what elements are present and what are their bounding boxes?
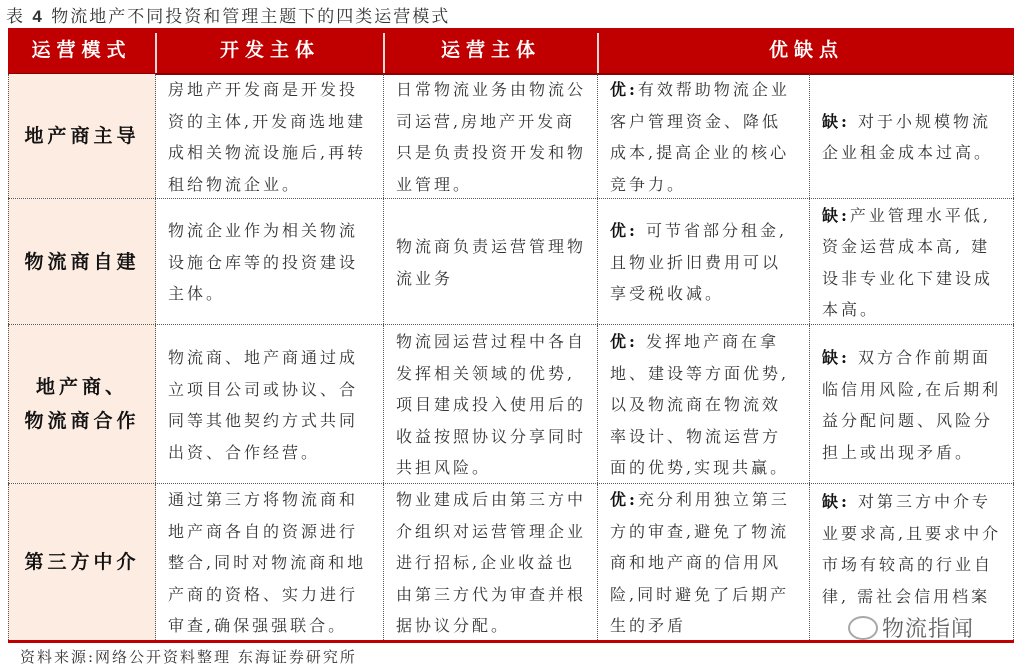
mode-cell: 第三方中介 [8, 484, 156, 640]
operator-cell [384, 484, 598, 640]
developer-cell [156, 74, 384, 198]
pros-cell [598, 74, 810, 198]
table-caption [6, 2, 450, 27]
cons-text: 对于小规模物流企业租金成本过高。 [822, 111, 994, 162]
developer-text: 物流企业作为相关物流设施仓库等的投资建设主体。 [168, 221, 359, 304]
cons-label: 缺: [822, 111, 850, 131]
operator-text: 物业建成后由第三方中介组织对运营管理企业进行招标,企业收益也由第三方代为审查并根据协议分配。 [396, 490, 587, 636]
header-pros-cons: 优缺点 [768, 39, 844, 61]
table-row [8, 199, 1014, 325]
mode-line-1: 地产商、 [35, 376, 128, 398]
pros-label: 优: [610, 80, 638, 99]
mode-cell [8, 325, 156, 483]
cons-text: 对第三方中介专业要求高,且要求中介市场有较高的行业自律, 需社会信用档案 [822, 492, 1002, 606]
operator-cell [384, 74, 598, 198]
operator-text: 物流商负责运营管理物流业务 [396, 237, 587, 288]
caption-number: 4 [32, 7, 44, 26]
pros-text: 充分利用独立第三方的审查,避免了物流商和地产商的信用风险,同时避免了后期产生的矛盾 [610, 490, 790, 636]
developer-text: 物流商、地产商通过成立项目公司或协议、合同等其他契约方式共同出资、合作经营。 [168, 348, 359, 462]
table-row [8, 325, 1014, 484]
cons-cell [810, 199, 1014, 324]
developer-cell [156, 199, 384, 324]
operation-modes-table [8, 28, 1014, 642]
pros-cell [598, 325, 810, 483]
developer-text: 通过第三方将物流商和地产商各自的资源进行整合,同时对物流商和地产商的资格、实力进行审查,确保强强联合。 [168, 490, 367, 636]
header-mode: 运营模式 [31, 39, 132, 61]
developer-cell [156, 484, 384, 640]
mode-cell: 物流商自建 [8, 199, 156, 324]
cons-label: 缺: [822, 492, 850, 511]
pros-label: 优: [610, 332, 638, 352]
mode-cell: 地产商主导 [8, 74, 156, 198]
developer-text: 房地产开发商是开发投资的主体,开发商选地建成相关物流设施后,再转租给物流企业。 [168, 80, 367, 194]
pros-text: 发挥地产商在拿地、建设等方面优势,以及物流商在物流效率设计、物流运营方面的优势,实现共赢。 [610, 332, 790, 478]
pros-label: 优: [610, 490, 638, 510]
watermark-text: 物流指闻 [882, 617, 975, 642]
operator-cell [384, 325, 598, 483]
table-header [8, 28, 1014, 75]
pros-text: 有效帮助物流企业客户管理资金、降低成本,提高企业的核心竞争力。 [610, 80, 790, 194]
pros-cell [598, 199, 810, 324]
pros-cell [598, 484, 810, 640]
cons-label: 缺: [822, 348, 850, 367]
cons-cell [810, 74, 1014, 198]
mode-line-2: 物流商合作 [24, 410, 140, 432]
wechat-icon [848, 616, 878, 640]
cons-text: 双方合作前期面临信用风险,在后期利益分配问题、风险分担上或出现矛盾。 [822, 348, 1002, 462]
header-developer: 开发主体 [219, 39, 320, 61]
caption-title: 物流地产不同投资和管理主题下的四类运营模式 [51, 7, 451, 27]
developer-cell [156, 325, 384, 483]
caption-prefix: 表 [6, 7, 25, 27]
cons-text: 产业管理水平低,资金运营成本高, 建设非专业化下建设成本高。 [822, 205, 994, 319]
pros-label: 优: [610, 221, 638, 241]
cons-cell [810, 325, 1014, 483]
operator-cell [384, 199, 598, 324]
operator-text: 物流园运营过程中各自发挥相关领域的优势,项目建成投入使用后的收益按照协议分享同时共担风险。 [396, 332, 587, 478]
pros-text: 可节省部分租金,且物业折旧费用可以享受税收减。 [610, 221, 788, 304]
table-row [8, 74, 1014, 199]
operator-text: 日常物流业务由物流公司运营,房地产开发商只是负责投资开发和物业管理。 [396, 80, 587, 194]
watermark [848, 612, 974, 643]
cons-label: 缺: [822, 205, 850, 225]
source-note: 资料来源:网络公开资料整理 东海证券研究所 [20, 648, 357, 666]
header-operator: 运营主体 [440, 39, 541, 61]
